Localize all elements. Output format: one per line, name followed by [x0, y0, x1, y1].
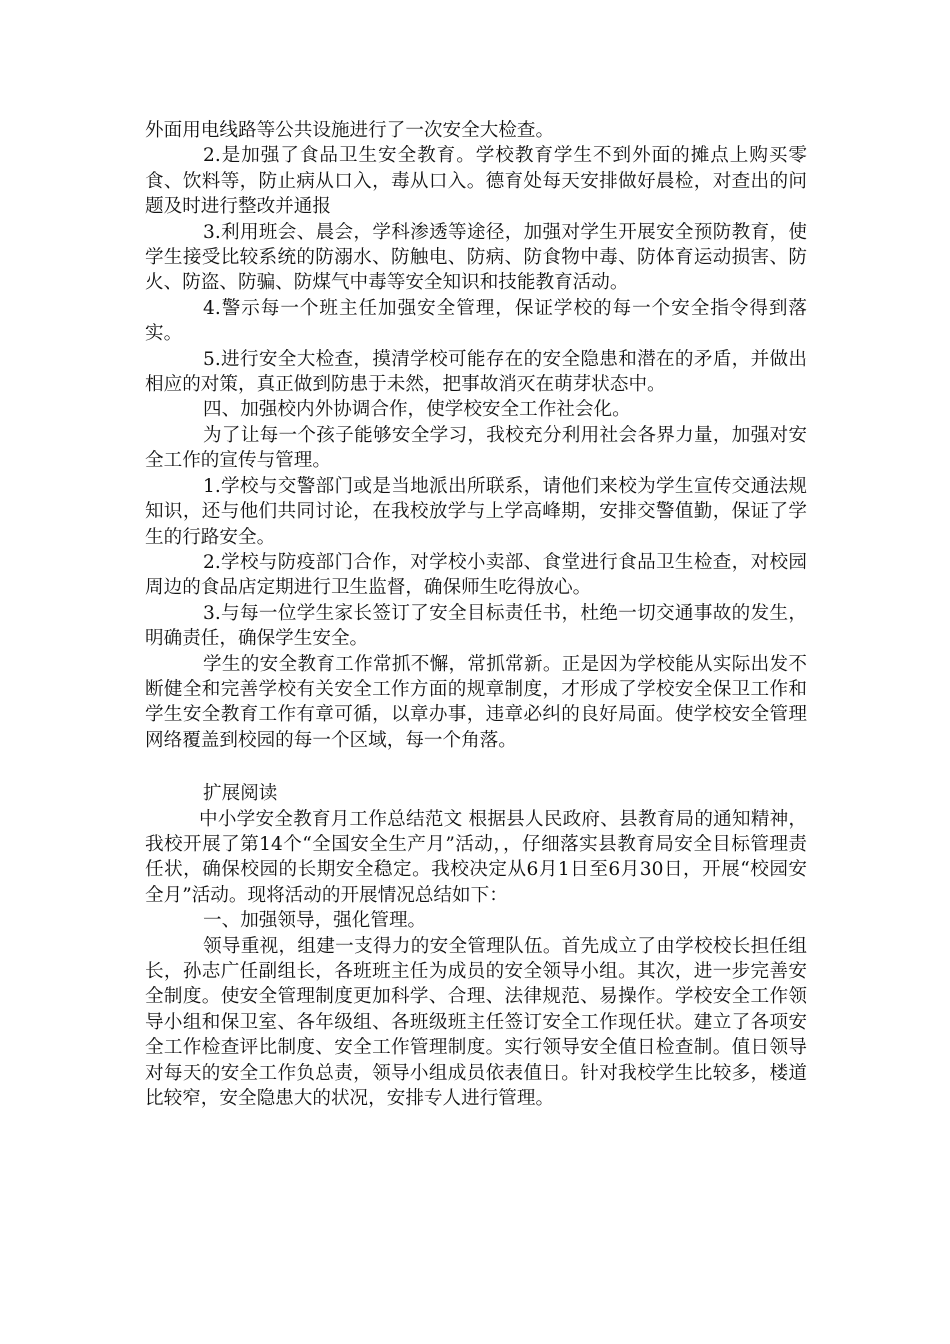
extended-reading-intro: 中小学安全教育月工作总结范文 根据县人民政府、县教育局的通知精神，我校开展了第14个“全国安全生产月”活动，，仔细落实县教育局安全目标管理责任状，确保校园的长期安全稳定。我校决定从6月1日至6月30日，开展“校园安全月”活动。现将活动的开展情况总结如下： — [145, 808, 807, 906]
extended-reading-heading: 扩展阅读 — [203, 783, 278, 805]
paragraph-5: 5.进行安全大检查，摸清学校可能存在的安全隐患和潜在的矛盾，并做出相应的对策，真正做到防患于未然，把事故消灭在萌芽状态中。 — [145, 348, 807, 396]
document-page — [145, 118, 807, 1111]
paragraph-spacer — [145, 753, 807, 781]
paragraph-9: 3.与每一位学生家长签订了安全目标责任书，杜绝一切交通事故的发生，明确责任，确保学生安全。 — [145, 602, 807, 650]
paragraph-8: 2.学校与防疫部门合作，对学校小卖部、食堂进行食品卫生检查，对校园周边的食品店定期进行卫生监督，确保师生吃得放心。 — [145, 551, 807, 599]
paragraph-3: 3.利用班会、晨会，学科渗透等途径，加强对学生开展安全预防教育，使学生接受比较系统的防溺水、防触电、防病、防食物中毒、防体育运动损害、防火、防盗、防骗、防煤气中毒等安全知识和技能教育活动。 — [145, 221, 807, 294]
section-heading-1: 一、加强领导，强化管理。 — [203, 910, 427, 932]
paragraph-6: 为了让每一个孩子能够安全学习，我校充分利用社会各界力量，加强对安全工作的宣传与管理。 — [145, 424, 807, 472]
paragraph-10: 学生的安全教育工作常抓不懈，常抓常新。正是因为学校能从实际出发不断健全和完善学校有关安全工作方面的规章制度，才形成了学校安全保卫工作和学生安全教育工作有章可循，以章办事，违章必纠的良好局面。使学校安全管理网络覆盖到校园的每一个区域，每一个角落。 — [145, 653, 807, 751]
section-heading-4: 四、加强校内外协调合作，使学校安全工作社会化。 — [203, 399, 631, 421]
paragraph-7: 1.学校与交警部门或是当地派出所联系，请他们来校为学生宣传交通法规知识，还与他们共同讨论，在我校放学与上学高峰期，安排交警值勤，保证了学生的行路安全。 — [145, 475, 807, 548]
paragraph-2: 2.是加强了食品卫生安全教育。学校教育学生不到外面的摊点上购买零食、饮料等，防止病从口入，毒从口入。德育处每天安排做好晨检，对查出的问题及时进行整改并通报 — [145, 145, 807, 218]
paragraph-leadership: 领导重视，组建一支得力的安全管理队伍。首先成立了由学校校长担任组长，孙志广任副组长，各班班主任为成员的安全领导小组。其次，进一步完善安全制度。使安全管理制度更加科学、合理、法律规范、易操作。学校安全工作领导小组和保卫室、各年级组、各班级班主任签订安全工作现任状。建立了各项安全工作检查评比制度、安全工作管理制度。实行领导安全值日检查制。值日领导对每天的安全工作负总责，领导小组成员依表值日。针对我校学生比较多，楼道比较窄，安全隐患大的状况，安排专人进行管理。 — [145, 935, 807, 1110]
paragraph-1: 外面用电线路等公共设施进行了一次安全大检查。 — [145, 120, 555, 141]
paragraph-4: 4.警示每一个班主任加强安全管理，保证学校的每一个安全指令得到落实。 — [145, 297, 807, 345]
